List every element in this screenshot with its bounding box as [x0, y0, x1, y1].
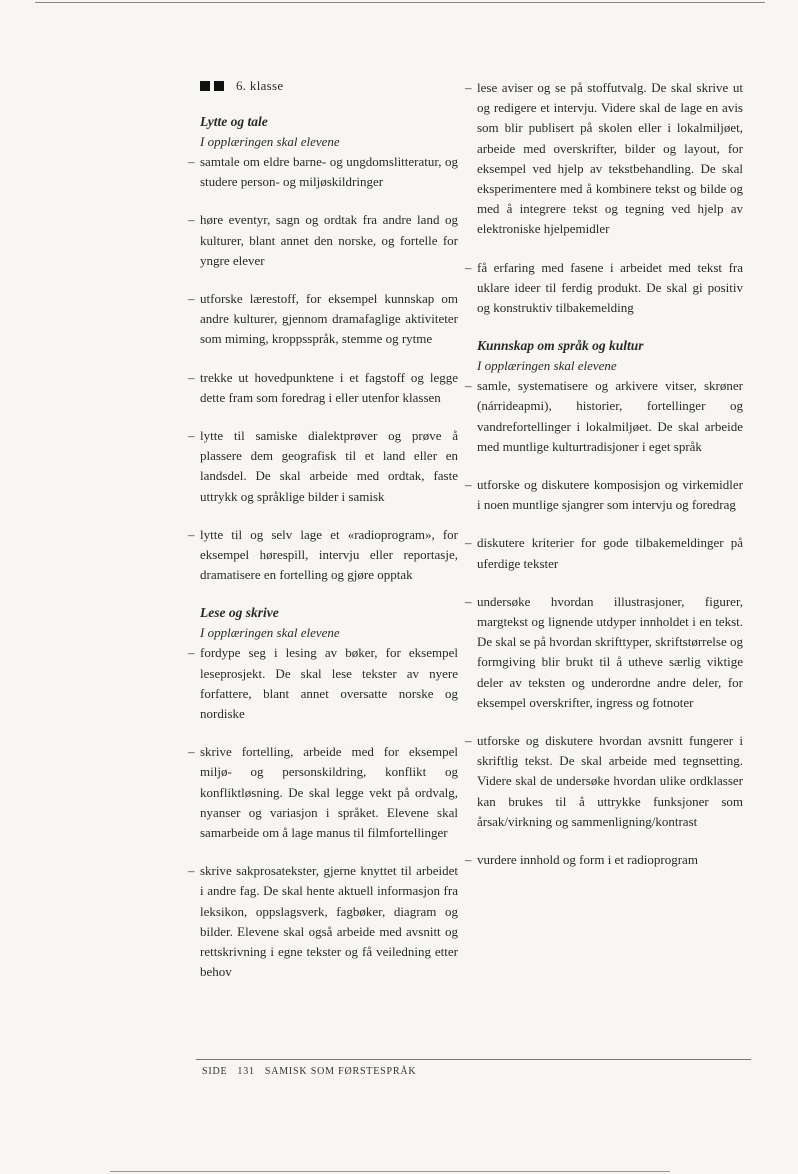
left-column [200, 78, 458, 1001]
grade-label: 6. klasse [236, 77, 284, 93]
list-item: – diskutere kriterier for gode tilbakemeldinger på uferdige tekster [477, 533, 743, 573]
list-item: – skrive sakprosatekster, gjerne knyttet til arbeidet i andre fag. De skal hente aktuell informasjon fra leksikon, oppslagsverk, fagbøker, diagram og bilder. Elevene skal også arbeide med avsnitt og rettskrivning i egne tekster og få veiledning etter behov [200, 861, 458, 982]
footer-rule [196, 1059, 751, 1060]
list-item: – utforske og diskutere hvordan avsnitt fungerer i skriftlig tekst. De skal arbeide med tegnsetting. Videre skal de undersøke hvordan ulike ordklasser kan brukes til å uttrykke funksjoner som årsak/virkning og sammenligning/kontrast [477, 731, 743, 832]
page-number: 131 [237, 1066, 255, 1077]
list-item: – samtale om eldre barne- og ungdomslitteratur, og studere person- og miljøskildringer [200, 152, 458, 192]
footer-side-label: SIDE [202, 1066, 228, 1077]
page-footer [202, 1066, 416, 1077]
footer-title: SAMISK SOM FØRSTESPRÅK [264, 1066, 417, 1077]
grade-heading [200, 78, 458, 94]
list-item: – skrive fortelling, arbeide med for eksempel miljø- og personskildring, konflikt og konfliktløsning. De skal legge vekt på ordvalg, nyanser og variasjon i språket. Elevene skal samarbeide om å lage manus til filmfortellinger [200, 742, 458, 843]
bottom-rule [110, 1171, 670, 1172]
list-item: – høre eventyr, sagn og ordtak fra andre land og kulturer, blant annet den norske, og fortelle for yngre elever [200, 210, 458, 271]
section-intro: I opplæringen skal elevene [477, 358, 617, 374]
section-lese-og-skrive [200, 603, 458, 982]
section-heading: Lytte og tale [200, 114, 268, 129]
section-intro: I opplæringen skal elevene [200, 134, 340, 149]
section-heading: Lese og skrive [200, 605, 279, 621]
list-item: – undersøke hvordan illustrasjoner, figurer, margtekst og lignende utdyper innholdet i en tekst. De skal se på hvordan skrifttyper, skriftstørrelse og formgiving blir brukt til å utheve særlig viktige deler av teksten og underordne andre deler, for eksempel overskrifter, ingress og fotnoter [477, 592, 743, 713]
list-item: – lytte til og selv lage et «radioprogram», for eksempel hørespill, intervju eller reportasje, dramatisere en fortelling og gjøre opptak [200, 525, 458, 586]
list-item: – samle, systematisere og arkivere vitser, skrøner (nárrideapmi), historier, fortellinger og vandrefortellinger i lokalmiljøet. De skal arbeide med muntlige kulturtradisjoner i eget språk [477, 376, 743, 457]
list-item: – trekke ut hovedpunktene i et fagstoff og legge dette fram som foredrag i eller utenfor klassen [200, 368, 458, 408]
section-heading: Kunnskap om språk og kultur [477, 338, 644, 354]
list-item: – lese aviser og se på stoffutvalg. De skal skrive ut og redigere et intervju. Videre skal de lage en avis som blir publisert på skolen eller i lokalmiljøet, arbeide med overskrifter, bilder og layout, for eksempel ved hjelp av tekstbehandling. De skal eksperimentere med å kombinere tekst og bilde og med å integrere tekst og tegning ved hjelp av elektroniske hjelpemidler [477, 78, 743, 240]
item-list [200, 152, 458, 585]
section-kunnskap-om-sprak-og-kultur [477, 336, 743, 870]
section-intro: I opplæringen skal elevene [200, 625, 340, 641]
top-rule [35, 2, 765, 3]
item-list [477, 376, 743, 870]
item-list [477, 78, 743, 318]
list-item: – utforske og diskutere komposisjon og virkemidler i noen muntlige sjangrer som intervju og foredrag [477, 475, 743, 515]
section-lytte-og-tale [200, 112, 458, 585]
list-item: – fordype seg i lesing av bøker, for eksempel leseprosjekt. De skal lese tekster av nyere forfattere, blant annet oversatte norske og nordiske [200, 643, 458, 724]
list-item: – utforske lærestoff, for eksempel kunnskap om andre kulturer, gjennom dramafaglige aktiviteter som miming, kroppsspråk, stemme og rytme [200, 289, 458, 350]
list-item: – få erfaring med fasene i arbeidet med tekst fra uklare ideer til ferdig produkt. De skal gi positiv og konstruktiv tilbakemelding [477, 258, 743, 319]
item-list [200, 643, 458, 982]
right-column [477, 78, 743, 888]
list-item: – lytte til samiske dialektprøver og prøve å plassere dem geografisk til et land eller en landsdel. De skal arbeide med ordtak, faste uttrykk og språklige bilder i samisk [200, 426, 458, 507]
list-item: – vurdere innhold og form i et radioprogram [477, 850, 743, 870]
square-bullet-icon [214, 81, 224, 91]
square-bullet-icon [200, 81, 210, 91]
